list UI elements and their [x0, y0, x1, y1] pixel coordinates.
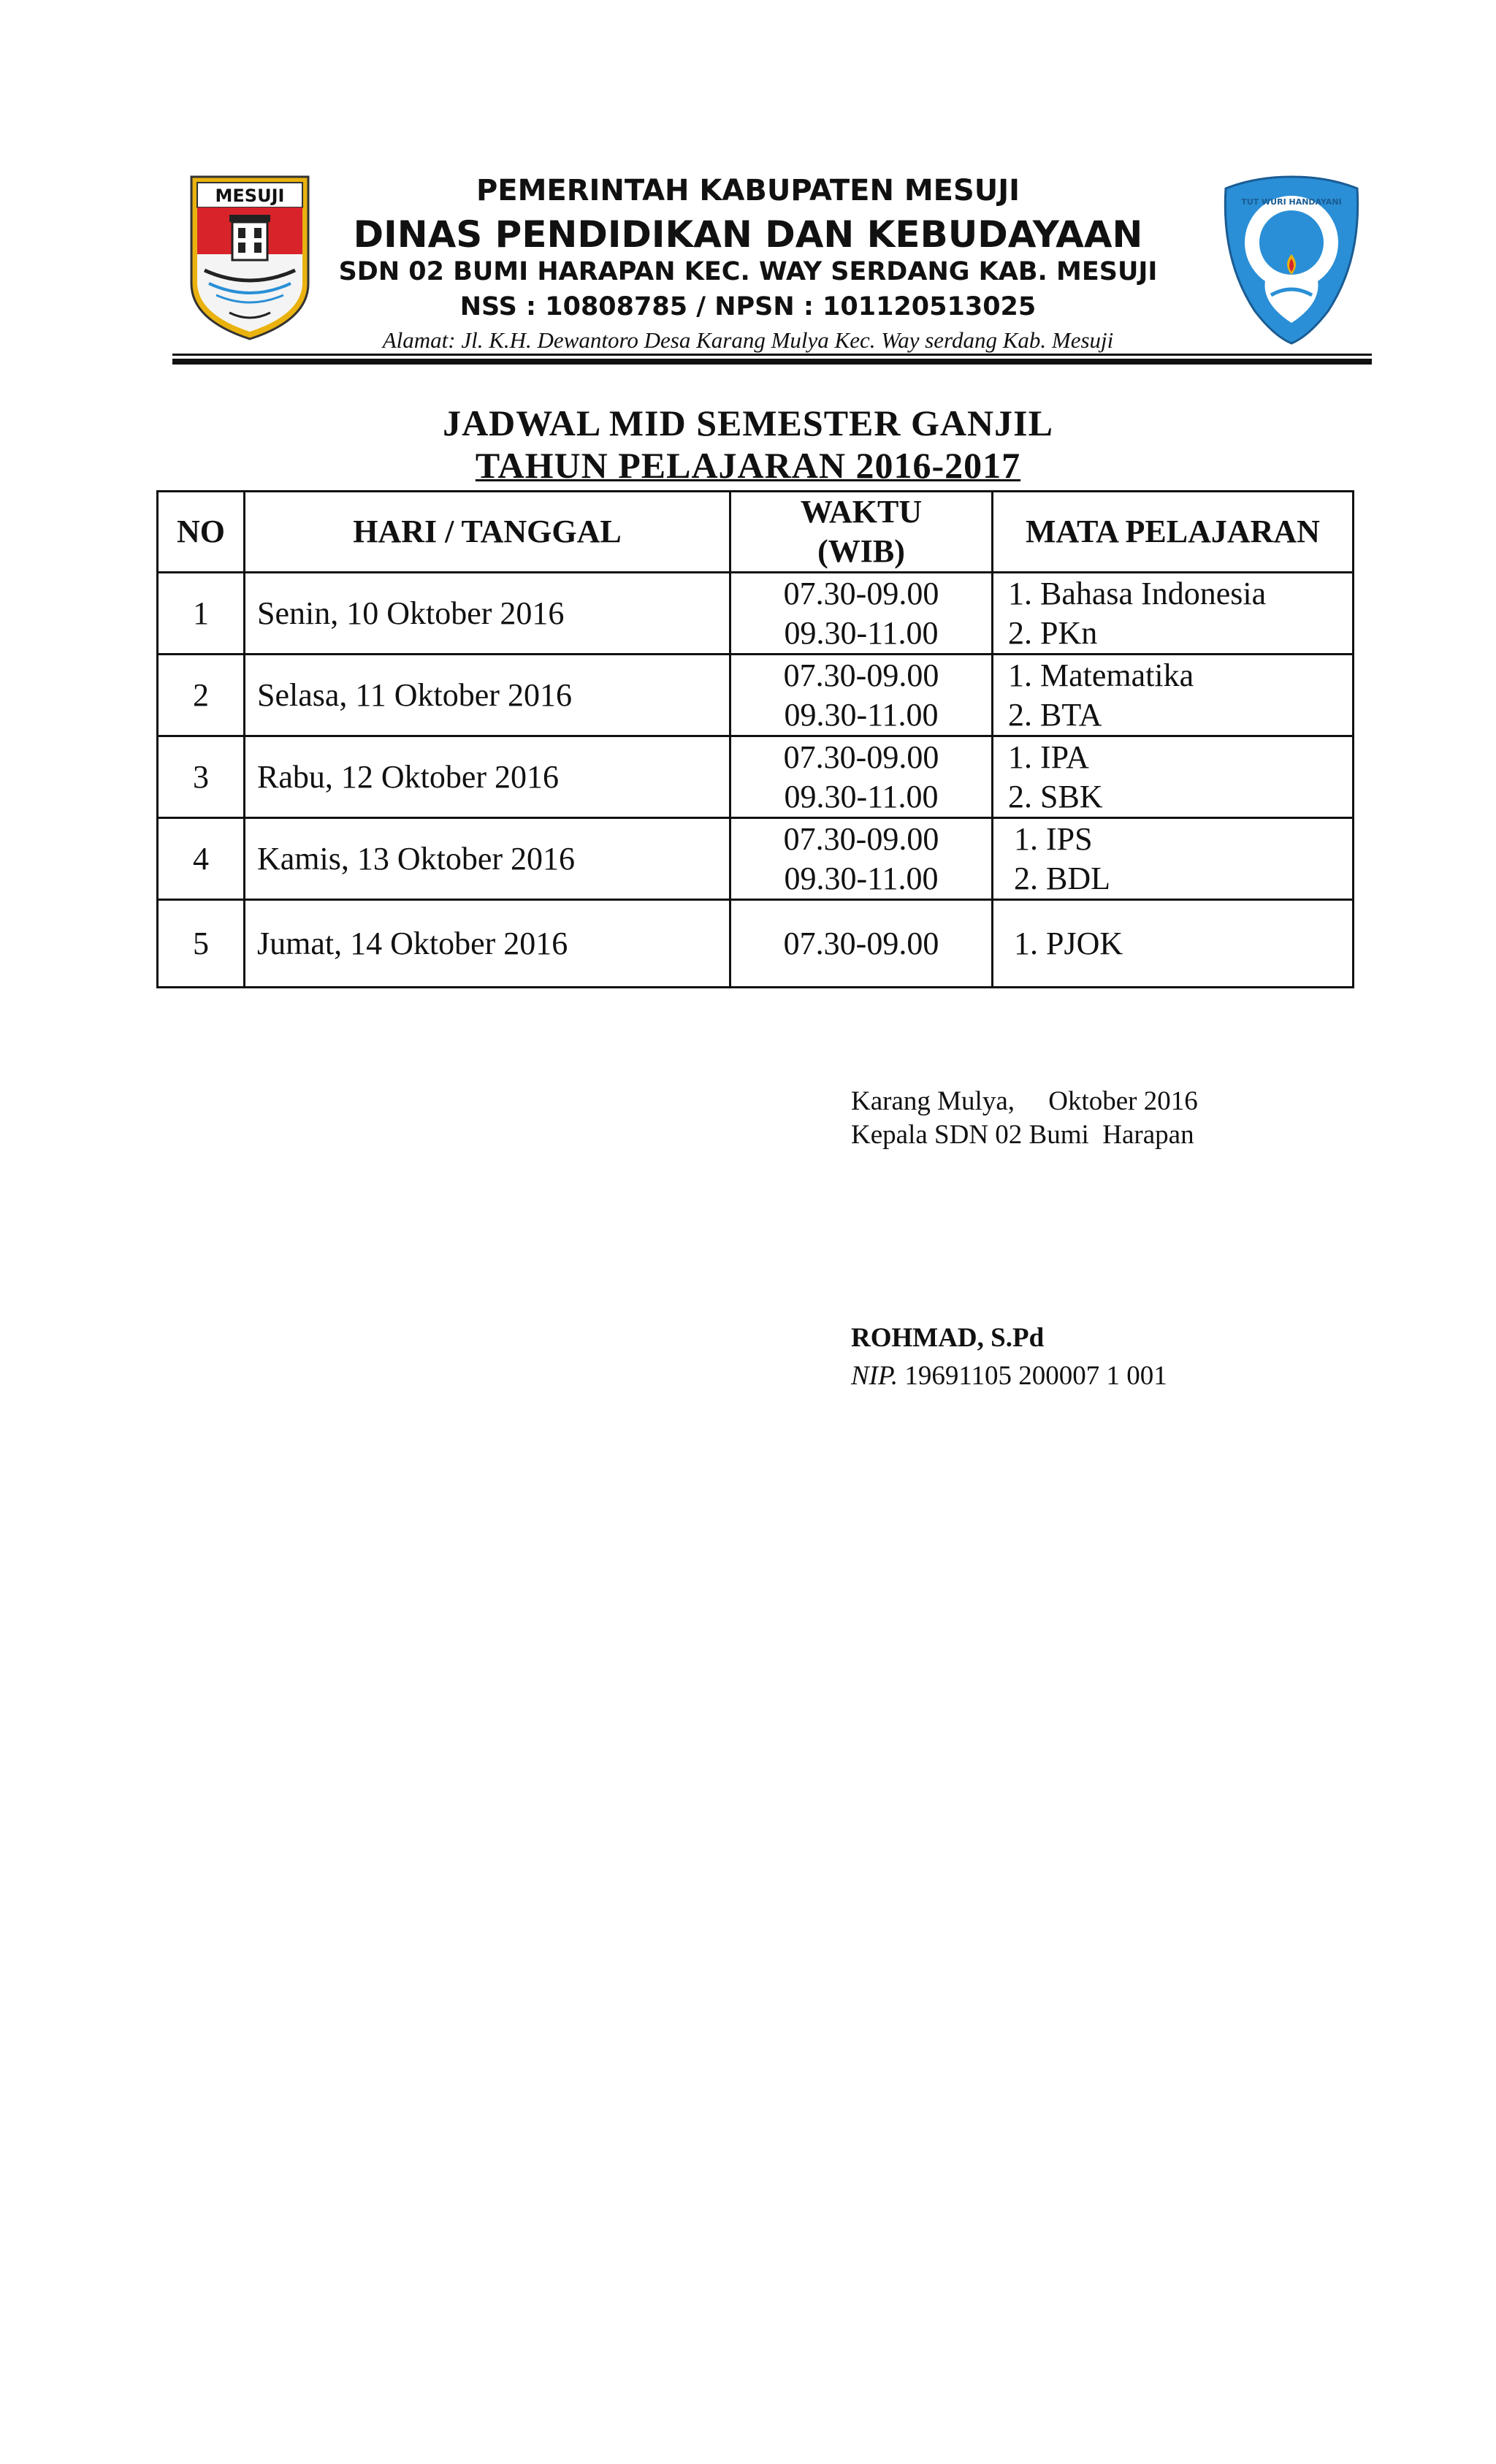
table-row [158, 900, 1354, 988]
row-no: 2 [158, 655, 245, 736]
row-waktu-slot: 07.30-09.00 [783, 820, 939, 857]
table-row [158, 736, 1354, 818]
row-hari-tanggal: Selasa, 11 Oktober 2016 [245, 655, 730, 736]
table-row [158, 818, 1354, 900]
letterhead-divider-thin [172, 354, 1372, 356]
row-mata-pelajaran [993, 900, 1354, 988]
header-waktu [730, 492, 993, 573]
row-waktu-slot: 09.30-11.00 [784, 860, 939, 896]
exam-schedule-table [156, 490, 1354, 988]
table-header-row [158, 492, 1354, 573]
row-no: 5 [158, 900, 245, 988]
row-mata-pelajaran [993, 736, 1354, 818]
row-hari-tanggal: Rabu, 12 Oktober 2016 [245, 736, 730, 818]
letterhead-school: SDN 02 BUMI HARAPAN KEC. WAY SERDANG KAB. MESUJI [338, 257, 1158, 286]
row-waktu-slot: 07.30-09.00 [783, 925, 939, 961]
row-waktu [730, 655, 993, 736]
row-no: 1 [158, 573, 245, 655]
table-row [158, 573, 1354, 655]
header-waktu-unit: (WIB) [817, 533, 905, 569]
tut-wuri-logo-text: TUT WURI HANDAYANI [1241, 197, 1342, 207]
row-waktu [730, 573, 993, 655]
row-hari-tanggal: Kamis, 13 Oktober 2016 [245, 818, 730, 900]
row-mata-pelajaran [993, 818, 1354, 900]
row-mata-pelajaran [993, 655, 1354, 736]
header-waktu-label: WAKTU [800, 494, 923, 530]
row-waktu-slot: 09.30-11.00 [784, 778, 939, 815]
mesuji-logo-text: MESUJI [215, 186, 285, 206]
row-subject: 2. PKn [1008, 614, 1098, 651]
row-subject: 1. Matematika [1008, 657, 1194, 693]
row-hari-tanggal: Jumat, 14 Oktober 2016 [245, 900, 730, 988]
letterhead-department: DINAS PENDIDIKAN DAN KEBUDAYAAN [353, 213, 1143, 256]
document-subtitle: TAHUN PELAJARAN 2016-2017 [475, 445, 1021, 486]
signature-role: Kepala SDN 02 Bumi Harapan [851, 1120, 1194, 1150]
letterhead-address: Alamat: Jl. K.H. Dewantoro Desa Karang Mulya Kec. Way serdang Kab. Mesuji [382, 327, 1114, 353]
row-subject: 1. Bahasa Indonesia [1008, 575, 1267, 611]
row-no: 3 [158, 736, 245, 818]
document-title: JADWAL MID SEMESTER GANJIL [443, 403, 1053, 443]
letterhead-divider-thick [172, 359, 1372, 365]
row-waktu-slot: 09.30-11.00 [784, 614, 939, 651]
row-subject: 2. BDL [1014, 860, 1110, 896]
signature-name: ROHMAD, S.Pd [851, 1323, 1045, 1353]
row-subject: 1. PJOK [1014, 925, 1123, 961]
signature-nip [851, 1360, 1167, 1392]
table-row [158, 655, 1354, 736]
nip-value: 19691105 200007 1 001 [898, 1361, 1167, 1391]
row-subject: 2. BTA [1008, 696, 1102, 733]
row-subject: 1. IPA [1008, 739, 1089, 775]
row-waktu-slot: 07.30-09.00 [783, 575, 939, 611]
header-mata-pelajaran: MATA PELAJARAN [993, 492, 1354, 573]
nip-label: NIP. [851, 1361, 898, 1391]
header-hari-tanggal: HARI / TANGGAL [245, 492, 730, 573]
row-waktu-slot: 07.30-09.00 [783, 739, 939, 775]
signature-place-date: Karang Mulya, Oktober 2016 [851, 1086, 1198, 1116]
row-no: 4 [158, 818, 245, 900]
row-waktu [730, 736, 993, 818]
row-hari-tanggal: Senin, 10 Oktober 2016 [245, 573, 730, 655]
row-subject: 2. SBK [1008, 778, 1103, 815]
row-waktu [730, 818, 993, 900]
row-waktu-slot: 07.30-09.00 [783, 657, 939, 693]
row-subject: 1. IPS [1014, 820, 1093, 857]
row-mata-pelajaran [993, 573, 1354, 655]
header-no: NO [158, 492, 245, 573]
letterhead-nss-npsn: NSS : 10808785 / NPSN : 101120513025 [459, 292, 1037, 321]
row-waktu [730, 900, 993, 988]
row-waktu-slot: 09.30-11.00 [784, 696, 939, 733]
letterhead-government: PEMERINTAH KABUPATEN MESUJI [476, 174, 1020, 207]
